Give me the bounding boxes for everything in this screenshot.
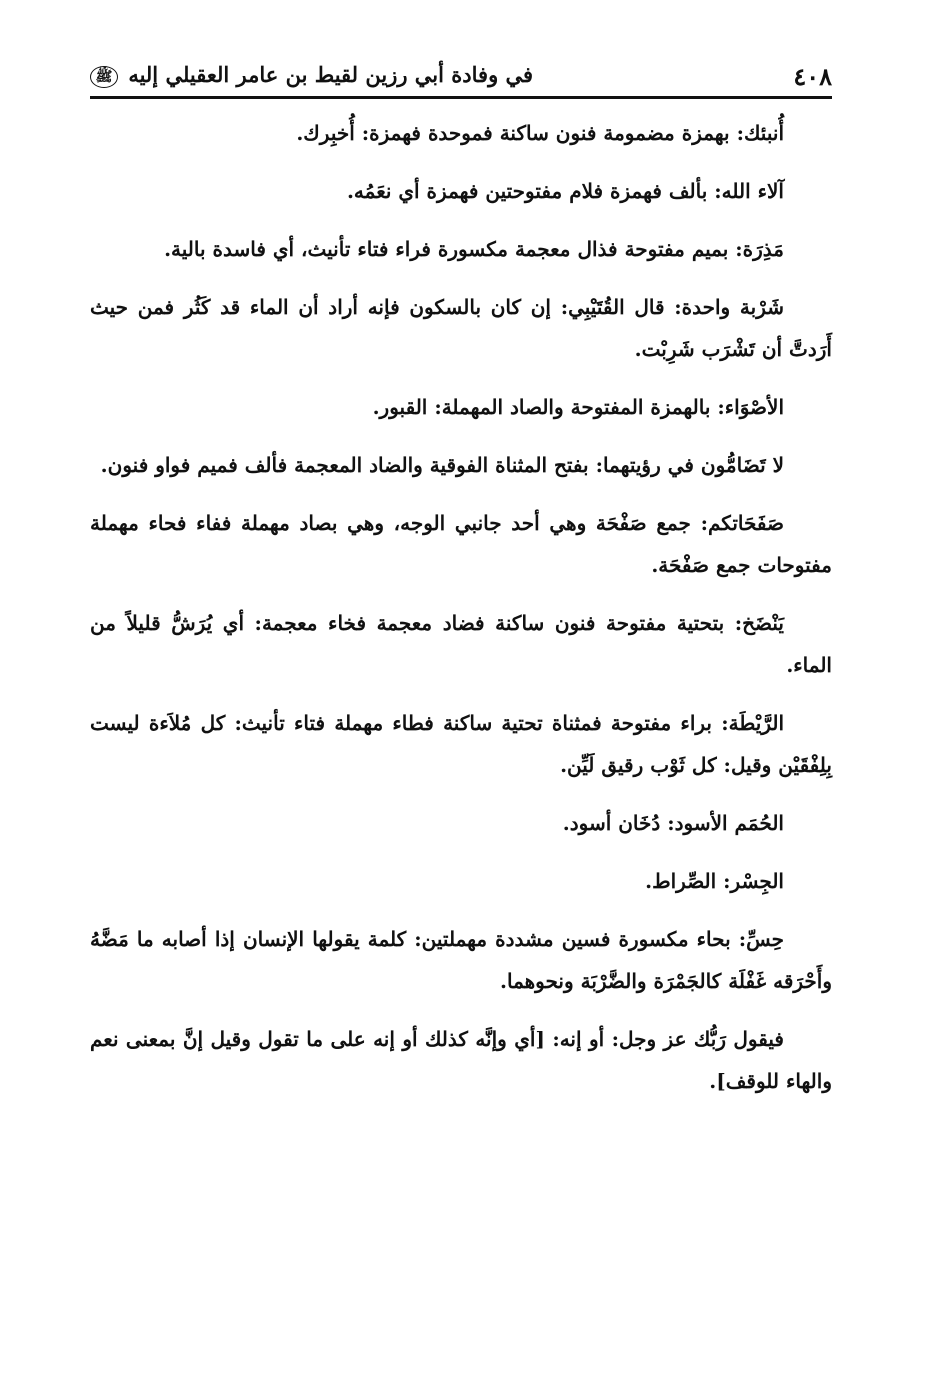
page-number: ٤٠٨ — [793, 62, 832, 91]
entry-term: الأصْوَاء: — [717, 395, 784, 419]
glossary-entry — [90, 112, 832, 154]
entry-term: آلاء الله: — [714, 179, 784, 203]
glossary-entry — [90, 918, 832, 1002]
entry-definition: بتحتية مفتوحة فنون ساكنة فضاد معجمة فخاء معجمة: أي يُرَشُّ قليلاً من الماء. — [90, 611, 832, 677]
entry-definition: بفتح المثناة الفوقية والضاد المعجمة فألف فميم فواو فنون. — [100, 453, 596, 477]
glossary-entry — [90, 444, 832, 486]
glossary-entry — [90, 860, 832, 902]
glossary-entry — [90, 286, 832, 370]
entry-term: يَنْضَخ: — [734, 611, 784, 635]
entry-term: مَذِرَة: — [735, 237, 784, 261]
entry-term: لا تَضَامُّون في رؤيتهما: — [595, 453, 784, 477]
entry-term: حِسِّ: — [738, 927, 784, 951]
entry-definition: الصِّراط. — [645, 869, 724, 893]
entry-definition: بميم مفتوحة فذال معجمة مكسورة فراء فتاء تأنيث، أي فاسدة بالية. — [164, 237, 736, 261]
glossary-entry — [90, 386, 832, 428]
entry-term: أُنبئك: — [736, 121, 784, 145]
entry-definition: دُخَان أسود. — [562, 811, 668, 835]
entry-definition: قال القُتَيْبِي: إن كان بالسكون فإنه أراد أن الماء قد كَثُر فمن حيث أَرَدتَّ أن تَشْرَب شَرِبْت. — [90, 295, 832, 361]
glossary-entry — [90, 502, 832, 586]
running-title — [90, 62, 533, 88]
entry-term: الحُمَم الأسود: — [667, 811, 784, 835]
entry-term: شَرْبة واحدة: — [674, 295, 785, 319]
glossary-entry — [90, 802, 832, 844]
entry-definition: بالهمزة المفتوحة والصاد المهملة: القبور. — [372, 395, 718, 419]
entry-definition: براء مفتوحة فمثناة تحتية ساكنة فطاء مهملة فتاء تأنيث: كل مُلاَءة ليست بِلِفْقَيْن وقيل: كل ثَوْب رقيق لَيِّن. — [90, 711, 832, 777]
glossary-entry — [90, 228, 832, 270]
entry-definition: جمع صَفْحَة وهي أحد جانبي الوجه، وهي بصاد مهملة ففاء فحاء مهملة مفتوحات جمع صَفْحَة. — [90, 511, 832, 577]
glossary-entry — [90, 602, 832, 686]
glossary-entry — [90, 170, 832, 212]
entry-definition: بألف فهمزة فلام مفتوحتين فهمزة أي نعَمُه. — [346, 179, 715, 203]
entry-term: الجِسْر: — [723, 869, 784, 893]
entry-term: الرَّيْطَة: — [721, 711, 784, 735]
entry-definition: بحاء مكسورة فسين مشددة مهملتين: كلمة يقولها الإنسان إذا أصابه ما مَضَّهُ وأَحْرَقه غَفْلَة كالجَمْرَة والضَّرْبَة ونحوهما. — [90, 927, 832, 993]
entry-term: صَفَحَاتكم: — [700, 511, 784, 535]
entry-definition: أو إنه: [أي وإنَّه كذلك أو إنه على ما تقول وقيل إنَّ بمعنى نعم والهاء للوقف]. — [90, 1027, 832, 1093]
honorific-icon: ﷺ — [90, 66, 118, 88]
running-title-text: في وفادة أبي رزين لقيط بن عامر العقيلي إليه — [128, 62, 534, 87]
page-header — [90, 50, 832, 99]
entry-definition: بهمزة مضمومة فنون ساكنة فموحدة فهمزة: أُخبِرك. — [296, 121, 737, 145]
entry-term: فيقول رَبُّك عز وجل: — [611, 1027, 784, 1051]
glossary-entry — [90, 702, 832, 786]
glossary-entry — [90, 1018, 832, 1102]
glossary-body — [90, 112, 832, 1118]
